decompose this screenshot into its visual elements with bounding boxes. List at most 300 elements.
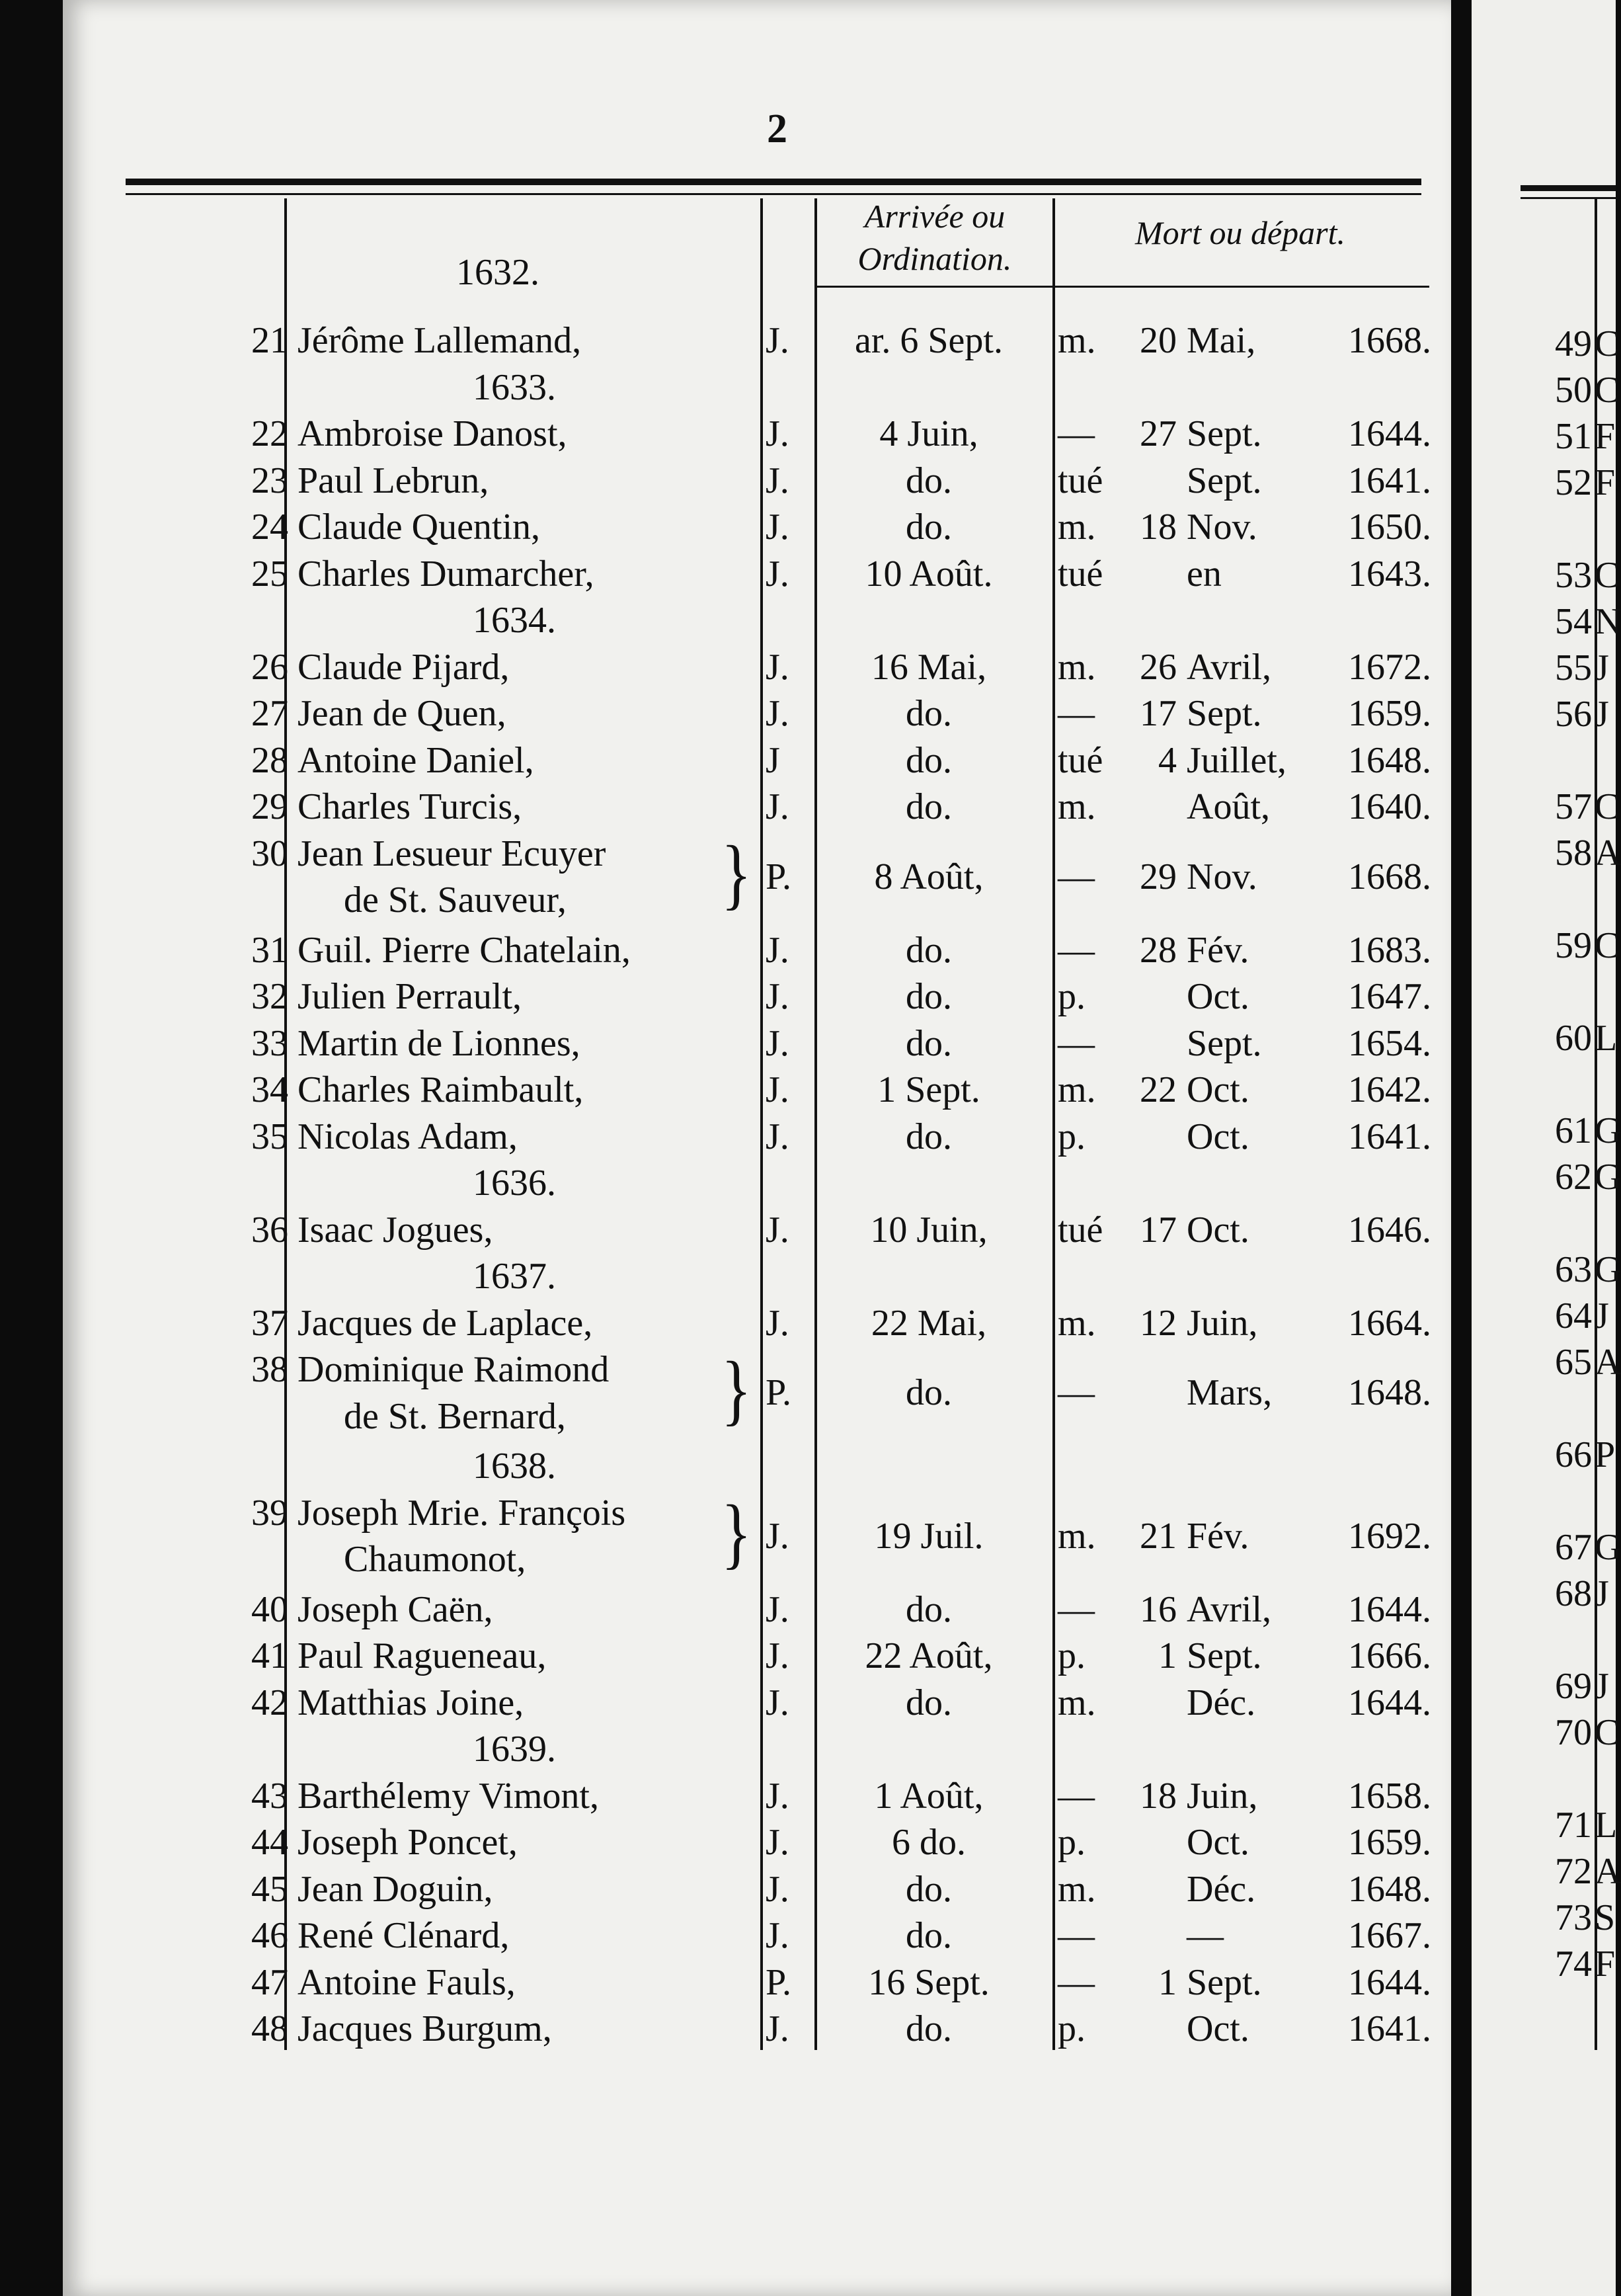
header-arrival [817,195,1052,280]
next-page-number: 58 [1555,833,1592,874]
entry-number: 22 [251,413,288,454]
entry-death-month: Nov. [1187,856,1257,897]
entry-order: J. [766,786,789,827]
entry-arrival: 16 Sept. [868,1961,990,2003]
entry-order: P. [766,1961,791,2003]
entry-death-month: Oct. [1187,1209,1249,1250]
entry-death-month: en [1187,553,1222,594]
entry-death-mark: m. [1058,1302,1096,1344]
table-row [0,551,1454,597]
year-heading [0,1443,1454,1489]
entry-name: Isaac Jogues, [297,1209,493,1250]
entry-order: J. [766,1116,789,1157]
next-page-number: 63 [1555,1249,1592,1290]
entry-name: Charles Raimbault, [297,1069,584,1110]
entry-order: J [766,739,780,781]
next-page-number: 74 [1555,1944,1592,1985]
entry-death-year: 1666. [1348,1635,1431,1676]
entry-death-month: Oct. [1187,1069,1249,1110]
entry-arrival: do. [906,1915,952,1956]
entry-arrival: do. [906,1868,952,1910]
entry-number: 36 [251,1209,288,1250]
entry-death-month: Oct. [1187,1822,1249,1863]
brace-mark: } [721,829,752,917]
entry-arrival: do. [906,1372,952,1414]
entry-arrival: do. [906,1116,952,1157]
entry-death-month: Nov. [1187,507,1257,548]
table-row [0,1020,1454,1067]
entry-death-mark: tué [1058,739,1103,781]
entry-death-month: Sept. [1187,1961,1262,2003]
entry-death-year: 1667. [1348,1915,1431,1956]
entry-number: 40 [251,1588,288,1630]
entry-order: J. [766,460,789,501]
entry-death-month: Mars, [1187,1372,1273,1414]
header-death: Mort ou départ. [1134,214,1346,251]
entry-death-day: 4 [1158,739,1177,781]
entry-order: J. [766,320,789,361]
entry-number: 21 [251,320,288,361]
next-page-initial: C [1595,925,1620,966]
next-page-rule-thick [1521,185,1616,191]
entry-number: 41 [251,1635,288,1676]
entry-name: Jean de Quen, [297,693,506,734]
entry-name: Jean Doguin, [297,1868,493,1910]
year-label: 1634. [473,600,556,641]
entry-order: J. [766,1069,789,1110]
table-row [0,1680,1454,1726]
entry-arrival: do. [906,786,952,827]
header-rule-thick [126,179,1421,185]
entry-death-year: 1658. [1348,1775,1431,1817]
next-page-initial: F [1595,1944,1616,1985]
brace-mark: } [721,1488,752,1577]
entry-death-mark: — [1058,693,1095,734]
table-row [0,1207,1454,1253]
entry-death-month: Sept. [1187,1022,1262,1064]
entry-arrival: do. [906,1022,952,1064]
entry-order: J. [766,1515,789,1557]
entry-name-continued: de St. Bernard, [344,1395,566,1437]
entry-death-day: 22 [1140,1069,1177,1110]
entry-death-month: Sept. [1187,460,1262,501]
table-row [0,1959,1454,2006]
entry-death-year: 1668. [1348,320,1431,361]
entry-number: 39 [251,1492,288,1534]
entry-death-mark: — [1058,1775,1095,1817]
next-page-number: 67 [1555,1527,1592,1568]
entry-number: 24 [251,507,288,548]
entry-death-month: Déc. [1187,1868,1256,1910]
table-row [0,737,1454,784]
header-arrival-line2: Ordination. [857,240,1012,277]
table-row [0,2006,1454,2052]
entry-number: 47 [251,1961,288,2003]
entry-death-mark: — [1058,1022,1095,1064]
entry-name: Joseph Caën, [297,1588,493,1630]
entry-order: J. [766,1868,789,1910]
entry-number: 27 [251,693,288,734]
entry-death-mark: p. [1058,1116,1086,1157]
table-row [0,504,1454,550]
entry-arrival: 22 Août, [865,1635,993,1676]
header-underline [814,286,1429,288]
entry-death-mark: — [1058,413,1095,454]
entry-order: J. [766,1302,789,1344]
entry-number: 25 [251,553,288,594]
entry-name: Ambroise Danost, [297,413,567,454]
entry-order: J. [766,413,789,454]
next-page-initial: G [1595,1527,1621,1568]
entry-death-month: Fév. [1187,929,1249,971]
entry-death-day: 29 [1140,856,1177,897]
next-page-initial: P [1595,1434,1616,1475]
table-row [0,1488,1454,1580]
entry-arrival: do. [906,976,952,1017]
next-page-initial: C [1595,370,1620,411]
entry-arrival: 1 Sept. [877,1069,980,1110]
entry-name: Dominique Raimond [297,1349,610,1390]
table-row [0,411,1454,457]
entry-death-year: 1672. [1348,646,1431,688]
entry-name: Guil. Pierre Chatelain, [297,929,631,971]
entry-arrival: 4 Juin, [879,413,978,454]
entry-name: Joseph Poncet, [297,1822,518,1863]
year-label: 1633. [473,366,556,408]
entry-death-year: 1642. [1348,1069,1431,1110]
next-page-initial: J [1595,647,1609,688]
next-page-number: 65 [1555,1342,1592,1383]
next-page-number: 69 [1555,1666,1592,1707]
entry-death-year: 1644. [1348,413,1431,454]
entry-death-day: 17 [1140,1209,1177,1250]
next-page-initial: F [1595,416,1616,457]
entry-death-year: 1648. [1348,739,1431,781]
next-page-number: 73 [1555,1897,1592,1938]
table-row [0,784,1454,830]
next-page-number: 52 [1555,462,1592,503]
entry-death-mark: m. [1058,1868,1096,1910]
entry-order: J. [766,1635,789,1676]
entry-death-year: 1650. [1348,507,1431,548]
next-page-number: 71 [1555,1805,1592,1846]
entry-order: J. [766,507,789,548]
entry-death-year: 1644. [1348,1961,1431,2003]
entry-death-mark: m. [1058,507,1096,548]
entry-name: René Clénard, [297,1915,510,1956]
entry-death-year: 1646. [1348,1209,1431,1250]
entry-death-mark: m. [1058,786,1096,827]
next-page-initial: A [1595,1342,1621,1383]
next-page-initial: J [1595,1295,1609,1336]
entry-name: Jacques Burgum, [297,2008,552,2049]
entry-arrival: do. [906,693,952,734]
table-row [0,1345,1454,1437]
entry-death-day: 17 [1140,693,1177,734]
entry-number: 23 [251,460,288,501]
entry-death-year: 1648. [1348,1372,1431,1414]
entry-order: J. [766,1915,789,1956]
entry-death-year: 1641. [1348,460,1431,501]
table-row [0,829,1454,921]
next-page-number: 59 [1555,925,1592,966]
entry-name: Antoine Daniel, [297,739,534,781]
next-page-initial: C [1595,555,1620,596]
year-heading [0,1726,1454,1772]
year-heading [0,1160,1454,1206]
next-page-number: 61 [1555,1110,1592,1151]
next-page-initial: G [1595,1157,1621,1198]
entry-name-continued: Chaumonot, [344,1539,526,1580]
entry-death-month: Fév. [1187,1515,1249,1557]
next-page-initial: L [1595,1018,1618,1059]
entry-arrival: 16 Mai, [871,646,987,688]
table-row [0,1866,1454,1912]
entry-name: Jean Lesueur Ecuyer [297,833,606,874]
entry-death-mark: m. [1058,320,1096,361]
entry-name-continued: de St. Sauveur, [344,880,567,921]
entry-order: J. [766,693,789,734]
entry-order: P. [766,1372,791,1414]
entry-death-month: Avril, [1187,646,1272,688]
table-row [0,927,1454,973]
entry-death-year: 1643. [1348,553,1431,594]
entry-name: Antoine Fauls, [297,1961,516,2003]
entry-name: Claude Pijard, [297,646,510,688]
table-row [0,317,1454,364]
entry-death-year: 1659. [1348,693,1431,734]
entry-death-month: Oct. [1187,976,1249,1017]
entry-death-day: 21 [1140,1515,1177,1557]
entry-death-mark: — [1058,1961,1095,2003]
entry-name: Jérôme Lallemand, [297,320,582,361]
entry-arrival: do. [906,2008,952,2049]
table-row [0,1819,1454,1866]
next-page-number: 56 [1555,694,1592,735]
entry-number: 46 [251,1915,288,1956]
entry-number: 34 [251,1069,288,1110]
table-row [0,1633,1454,1679]
entry-death-month: Mai, [1187,320,1256,361]
entry-death-mark: m. [1058,1515,1096,1557]
next-page-initial: G [1595,1110,1621,1151]
entry-number: 44 [251,1822,288,1863]
entry-death-month: Déc. [1187,1682,1256,1723]
entry-number: 48 [251,2008,288,2049]
entry-arrival: do. [906,739,952,781]
entry-death-day: 18 [1140,507,1177,548]
entry-arrival: do. [906,1682,952,1723]
next-page-number: 57 [1555,786,1592,827]
entry-number: 42 [251,1682,288,1723]
entry-number: 35 [251,1116,288,1157]
next-page-rule-thin [1521,197,1616,199]
next-page-initial: N [1595,601,1621,642]
table-row [0,973,1454,1020]
entry-death-year: 1644. [1348,1682,1431,1723]
entry-order: J. [766,1588,789,1630]
entry-death-year: 1659. [1348,1822,1431,1863]
entry-order: J. [766,1775,789,1817]
entry-death-year: 1644. [1348,1588,1431,1630]
header-rule-thin [126,193,1421,195]
next-page-number: 55 [1555,647,1592,688]
next-page-number: 60 [1555,1018,1592,1059]
entry-number: 26 [251,646,288,688]
next-page-initial: S [1595,1897,1616,1938]
entry-death-month: Avril, [1187,1588,1272,1630]
entry-death-month: — [1187,1915,1224,1956]
header-arrival-line1: Arrivée ou [864,198,1006,235]
entry-death-month: Oct. [1187,2008,1249,2049]
entry-death-year: 1692. [1348,1515,1431,1557]
entry-death-mark: p. [1058,1822,1086,1863]
next-page-number: 66 [1555,1434,1592,1475]
header-year: 1632. [456,252,539,293]
entry-number: 31 [251,929,288,971]
entry-death-day: 26 [1140,646,1177,688]
year-heading [0,597,1454,643]
entry-arrival: 10 Juin, [870,1209,988,1250]
entry-number: 33 [251,1022,288,1064]
entry-order: J. [766,1022,789,1064]
entry-arrival: 6 do. [892,1822,966,1863]
entry-death-year: 1648. [1348,1868,1431,1910]
entry-arrival: 1 Août, [874,1775,984,1817]
page-number: 2 [767,106,787,151]
entry-order: J. [766,2008,789,2049]
next-page-initial: A [1595,833,1621,874]
table-row [0,1773,1454,1819]
entry-death-day: 18 [1140,1775,1177,1817]
entry-order: J. [766,929,789,971]
table-row [0,1300,1454,1346]
entry-death-day: 27 [1140,413,1177,454]
entry-number: 29 [251,786,288,827]
entry-death-month: Sept. [1187,413,1262,454]
next-page-initial: L [1595,1805,1618,1846]
entry-number: 45 [251,1868,288,1910]
entry-name: Charles Turcis, [297,786,522,827]
entry-number: 37 [251,1302,288,1344]
entry-arrival: do. [906,460,952,501]
entry-death-mark: m. [1058,1682,1096,1723]
next-page-number: 53 [1555,555,1592,596]
entry-death-year: 1664. [1348,1302,1431,1344]
entry-death-month: Juin, [1187,1302,1258,1344]
entry-arrival: ar. 6 Sept. [855,320,1003,361]
entry-name: Charles Dumarcher, [297,553,594,594]
year-label: 1636. [473,1163,556,1204]
next-page-initial: F [1595,462,1616,503]
next-page-number: 51 [1555,416,1592,457]
next-page-initial: C [1595,323,1620,364]
entry-arrival: 10 Août. [865,553,993,594]
entry-death-year: 1654. [1348,1022,1431,1064]
entry-number: 38 [251,1349,288,1390]
entry-arrival: do. [906,507,952,548]
entry-death-mark: tué [1058,460,1103,501]
table-row [0,1586,1454,1633]
entry-name: Joseph Mrie. François [297,1492,626,1534]
entry-order: J. [766,1209,789,1250]
entry-death-mark: m. [1058,1069,1096,1110]
entry-number: 43 [251,1775,288,1817]
year-heading [0,364,1454,411]
entry-death-year: 1668. [1348,856,1431,897]
entry-death-year: 1641. [1348,1116,1431,1157]
entry-name: Martin de Lionnes, [297,1022,580,1064]
entry-name: Julien Perrault, [297,976,522,1017]
entry-death-day: 28 [1140,929,1177,971]
entry-death-mark: tué [1058,553,1103,594]
entry-death-day: 16 [1140,1588,1177,1630]
entry-arrival: do. [906,929,952,971]
brace-mark: } [721,1345,752,1433]
entry-number: 28 [251,739,288,781]
entry-death-mark: — [1058,1588,1095,1630]
next-page-number: 49 [1555,323,1592,364]
entry-death-mark: p. [1058,2008,1086,2049]
next-page-number: 54 [1555,601,1592,642]
entry-death-mark: — [1058,1372,1095,1414]
table-row [0,1114,1454,1160]
table-row [0,458,1454,504]
table-row [0,644,1454,690]
entry-name: Claude Quentin, [297,507,541,548]
next-page-initial: C [1595,786,1620,827]
entry-number: 32 [251,976,288,1017]
entry-name: Paul Ragueneau, [297,1635,547,1676]
next-page-initial: J [1595,1666,1609,1707]
table-row [0,1067,1454,1113]
entry-death-year: 1647. [1348,976,1431,1017]
next-page-number: 50 [1555,370,1592,411]
entry-name: Barthélemy Vimont, [297,1775,599,1817]
entry-order: J. [766,1682,789,1723]
entry-death-day: 20 [1140,320,1177,361]
entry-death-day: 1 [1158,1635,1177,1676]
entry-name: Paul Lebrun, [297,460,489,501]
entry-death-mark: — [1058,856,1095,897]
entry-death-mark: p. [1058,1635,1086,1676]
next-page-number: 64 [1555,1295,1592,1336]
next-page-initial: G [1595,1249,1621,1290]
entry-arrival: 8 Août, [874,856,984,897]
entry-death-mark: p. [1058,976,1086,1017]
entry-order: J. [766,976,789,1017]
entry-order: J. [766,1822,789,1863]
entry-arrival: do. [906,1588,952,1630]
year-heading [0,1253,1454,1299]
entry-death-year: 1683. [1348,929,1431,971]
entry-order: J. [766,646,789,688]
entry-name: Nicolas Adam, [297,1116,518,1157]
entry-death-day: 12 [1140,1302,1177,1344]
entry-name: Matthias Joine, [297,1682,524,1723]
next-page-initial: C [1595,1712,1620,1753]
next-page-number: 62 [1555,1157,1592,1198]
year-label: 1637. [473,1256,556,1297]
entry-order: P. [766,856,791,897]
entry-order: J. [766,553,789,594]
year-label: 1639. [473,1729,556,1770]
entry-death-month: Août, [1187,786,1270,827]
entry-name: Jacques de Laplace, [297,1302,593,1344]
next-page-initial: J [1595,1573,1609,1614]
year-label: 1638. [473,1446,556,1487]
entry-death-mark: — [1058,1915,1095,1956]
